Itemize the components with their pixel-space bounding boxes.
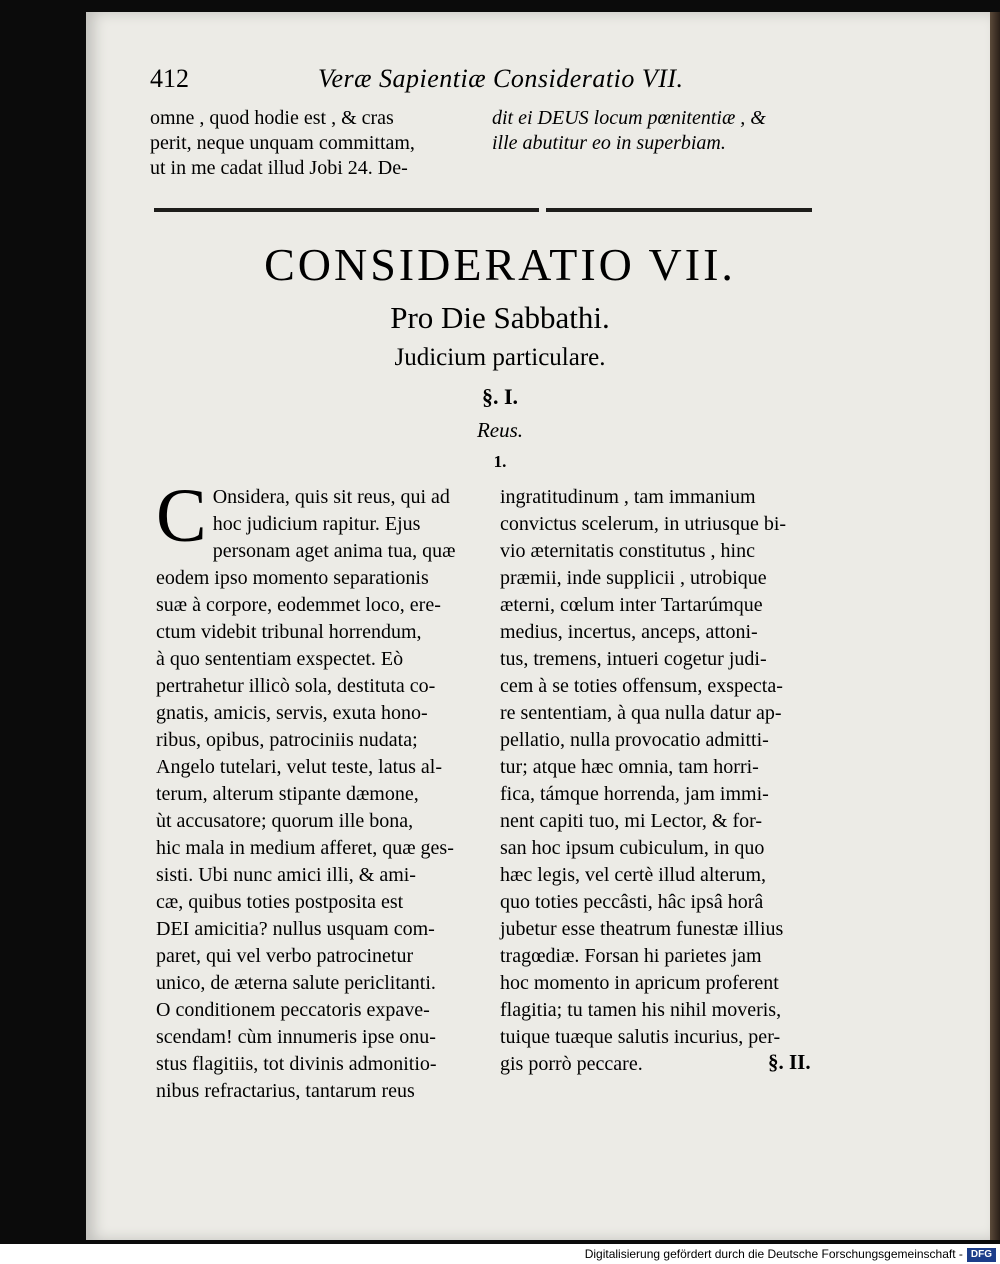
text-line: gnatis, amicis, servis, exuta hono- bbox=[156, 702, 428, 724]
text-line: cem à se toties offensum, exspecta- bbox=[500, 675, 783, 697]
body-column-right bbox=[500, 484, 818, 1078]
text-line: medius, incertus, anceps, attoni- bbox=[500, 621, 758, 643]
text-line: tragœdiæ. Forsan hi parietes jam bbox=[500, 945, 762, 967]
catchword: §. II. bbox=[768, 1050, 811, 1074]
text-line: quo toties peccâsti, hâc ipsâ horâ bbox=[500, 891, 764, 913]
text-line: omne , quod hodie est , & cras bbox=[150, 107, 394, 129]
text-line: hic mala in medium afferet, quæ ges- bbox=[156, 837, 454, 859]
text-line: ille abutitur eo in superbiam. bbox=[492, 132, 726, 154]
text-line: tuique tuæque salutis incurius, per- bbox=[500, 1026, 781, 1048]
digitization-footer bbox=[0, 1244, 1000, 1264]
text-line: ribus, opibus, patrociniis nudata; bbox=[156, 729, 418, 751]
text-line: re sententiam, à qua nulla datur ap- bbox=[500, 702, 782, 724]
text-line: hoc momento in apricum proferent bbox=[500, 972, 779, 994]
divider-rule bbox=[154, 208, 539, 212]
text-line: vio æternitatis constitutus , hinc bbox=[500, 540, 755, 562]
text-line: ùt accusatore; quorum ille bona, bbox=[156, 810, 414, 832]
section-title: Reus. bbox=[476, 418, 524, 442]
text-line: præmii, inde supplicii , utrobique bbox=[500, 567, 767, 589]
continued-text-right bbox=[492, 106, 822, 156]
text-line: fica, támque horrenda, jam immi- bbox=[500, 783, 769, 805]
text-line: sisti. Ubi nunc amici illi, & ami- bbox=[156, 864, 416, 886]
running-title: Veræ Sapientiæ Consideratio VII. bbox=[318, 64, 684, 93]
text-line: æterni, cœlum inter Tartarúmque bbox=[500, 594, 763, 616]
footer-text: Digitalisierung gefördert durch die Deutsche Forschungsgemeinschaft - bbox=[584, 1247, 963, 1261]
running-header bbox=[150, 64, 800, 98]
text-line: paret, qui vel verbo patrocinetur bbox=[156, 945, 414, 967]
text-line: eodem ipso momento separationis bbox=[156, 567, 429, 589]
text-line: ut in me cadat illud Jobi 24. De- bbox=[150, 157, 408, 179]
text-line: pertrahetur illicò sola, destituta co- bbox=[156, 675, 436, 697]
chapter-topic: Judicium particulare. bbox=[394, 344, 606, 371]
chapter-title: CONSIDERATIO VII. bbox=[264, 239, 736, 290]
text-line: stus flagitiis, tot divinis admonitio- bbox=[156, 1053, 437, 1075]
text-line: terum, alterum stipante dæmone, bbox=[156, 783, 419, 805]
paragraph-number: 1. bbox=[493, 452, 507, 471]
text-line: perit, neque unquam committam, bbox=[150, 132, 415, 154]
text-line: Onsidera, quis sit reus, qui ad bbox=[212, 486, 450, 508]
text-line: convictus scelerum, in utriusque bi- bbox=[500, 513, 787, 535]
text-line: san hoc ipsum cubiculum, in quo bbox=[500, 837, 765, 859]
text-line: cæ, quibus toties postposita est bbox=[156, 891, 404, 913]
text-line: hoc judicium rapitur. Ejus bbox=[212, 513, 421, 535]
section-number: §. I. bbox=[481, 384, 519, 409]
drop-cap: C bbox=[156, 474, 207, 558]
page-number: 412 bbox=[150, 64, 189, 93]
text-line: à quo sententiam exspectet. Eò bbox=[156, 648, 404, 670]
text-line: ctum videbit tribunal horrendum, bbox=[156, 621, 422, 643]
text-line: nibus refractarius, tantarum reus bbox=[156, 1080, 415, 1102]
divider-rule bbox=[546, 208, 812, 212]
text-line: tur; atque hæc omnia, tam horri- bbox=[500, 756, 759, 778]
text-line: pellatio, nulla provocatio admitti- bbox=[500, 729, 769, 751]
dfg-logo: DFG bbox=[967, 1248, 996, 1262]
text-line: O conditionem peccatoris expave- bbox=[156, 999, 430, 1021]
body-column-left bbox=[156, 474, 474, 1105]
text-line: personam aget anima tua, quæ bbox=[212, 540, 456, 562]
text-line: jubetur esse theatrum funestæ illius bbox=[500, 918, 784, 940]
page-edge bbox=[990, 12, 1000, 1240]
text-line: ingratitudinum , tam immanium bbox=[500, 486, 756, 508]
text-line: dit ei DEUS locum pœnitentiæ , & bbox=[492, 107, 766, 129]
text-line: Angelo tutelari, velut teste, latus al- bbox=[156, 756, 443, 778]
chapter-subtitle: Pro Die Sabbathi. bbox=[390, 300, 610, 335]
continued-text-left bbox=[150, 106, 480, 181]
text-line: scendam! cùm innumeris ipse onu- bbox=[156, 1026, 436, 1048]
text-line: nent capiti tuo, mi Lector, & for- bbox=[500, 810, 763, 832]
text-line: flagitia; tu tamen his nihil moveris, bbox=[500, 999, 782, 1021]
text-line: suæ à corpore, eodemmet loco, ere- bbox=[156, 594, 441, 616]
text-line: DEI amicitia? nullus usquam com- bbox=[156, 918, 435, 940]
text-line: hæc legis, vel certè illud alterum, bbox=[500, 864, 767, 886]
text-line: tus, tremens, intueri cogetur judi- bbox=[500, 648, 767, 670]
text-line: gis porrò peccare. bbox=[500, 1053, 643, 1075]
text-line: unico, de æterna salute periclitanti. bbox=[156, 972, 436, 994]
